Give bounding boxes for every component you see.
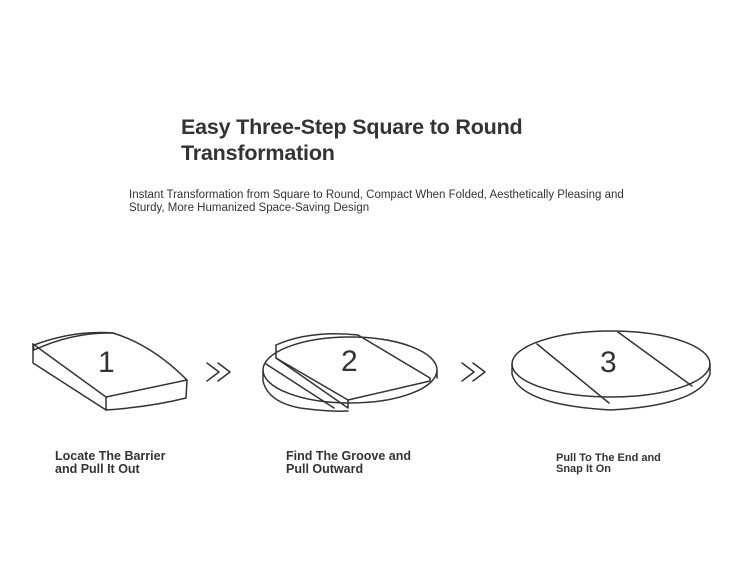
- step-2-label-line-1: Find The Groove and: [286, 449, 412, 463]
- step-3-number: 3: [600, 346, 617, 379]
- step-1-label: [55, 450, 215, 475]
- step-1-label-line-1: Locate The Barrier: [55, 449, 166, 463]
- step-1-label-line-2: and Pull It Out: [55, 461, 140, 476]
- page-subtitle: Instant Transformation from Square to Round, Compact When Folded, Aesthetically Pleasing and Sturdy, More Humanized Space-Saving Design: [129, 189, 624, 214]
- step-2-label: [286, 450, 456, 475]
- double-chevron-right-icon-2: [462, 363, 485, 381]
- step-3-label: [556, 453, 706, 474]
- step-2-label-line-2: Pull Outward: [286, 461, 364, 476]
- page-title: Easy Three-Step Square to Round Transformation: [181, 115, 523, 165]
- double-chevron-right-icon-1: [207, 363, 230, 381]
- step-2-number: 2: [341, 345, 358, 378]
- step-3-label-line-2: Snap It On: [556, 462, 611, 475]
- step-1-number: 1: [98, 346, 115, 379]
- step-3-label-line-1: Pull To The End and: [556, 452, 661, 464]
